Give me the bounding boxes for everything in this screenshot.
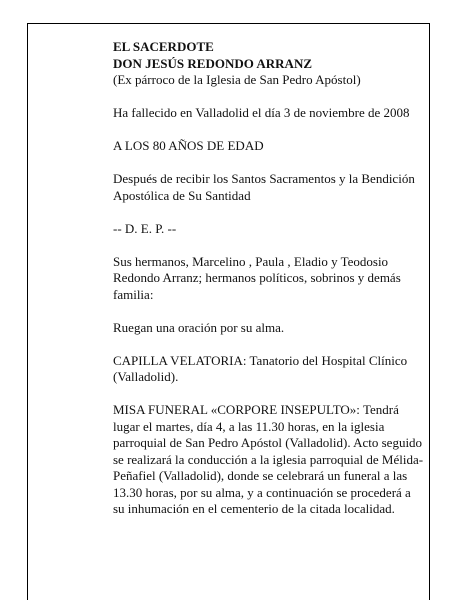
heading-subtitle: (Ex párroco de la Iglesia de San Pedro Apóstol): [113, 72, 361, 87]
obituary-notice: [113, 39, 425, 534]
rip-line: -- D. E. P. --: [113, 220, 177, 236]
chapel-paragraph: CAPILLA VELATORIA: Tanatorio del Hospital Clínico (Valladolid).: [113, 352, 408, 384]
heading-name: DON JESÚS REDONDO ARRANZ: [113, 55, 312, 71]
prayer-request: Ruegan una oración por su alma.: [113, 319, 285, 335]
funeral-mass-paragraph: MISA FUNERAL «CORPORE INSEPULTO»: Tendrá lugar el martes, día 4, a las 11.30 horas, en la iglesia parroquial de San Pedro Apóstol (Valladolid). Acto seguido se realizará la conducción a la iglesia parroquial de Mélida-Peñafiel (Valladolid), donde se celebrará un funeral a las 13.30 horas, por su alma, y a continuación se procederá a su inhumación en el cementerio de la citada localidad.: [113, 402, 424, 516]
death-announcement: Ha fallecido en Valladolid el día 3 de noviembre de 2008: [113, 105, 410, 120]
age-line: A LOS 80 AÑOS DE EDAD: [113, 138, 264, 153]
sacraments-paragraph: Después de recibir los Santos Sacramentos y la Bendición Apostólica de Su Santidad: [113, 171, 415, 203]
heading-title: EL SACERDOTE: [113, 39, 214, 54]
family-paragraph: Sus hermanos, Marcelino , Paula , Eladio y Teodosio Redondo Arranz; hermanos políticos, sobrinos y demás familia:: [113, 253, 401, 302]
